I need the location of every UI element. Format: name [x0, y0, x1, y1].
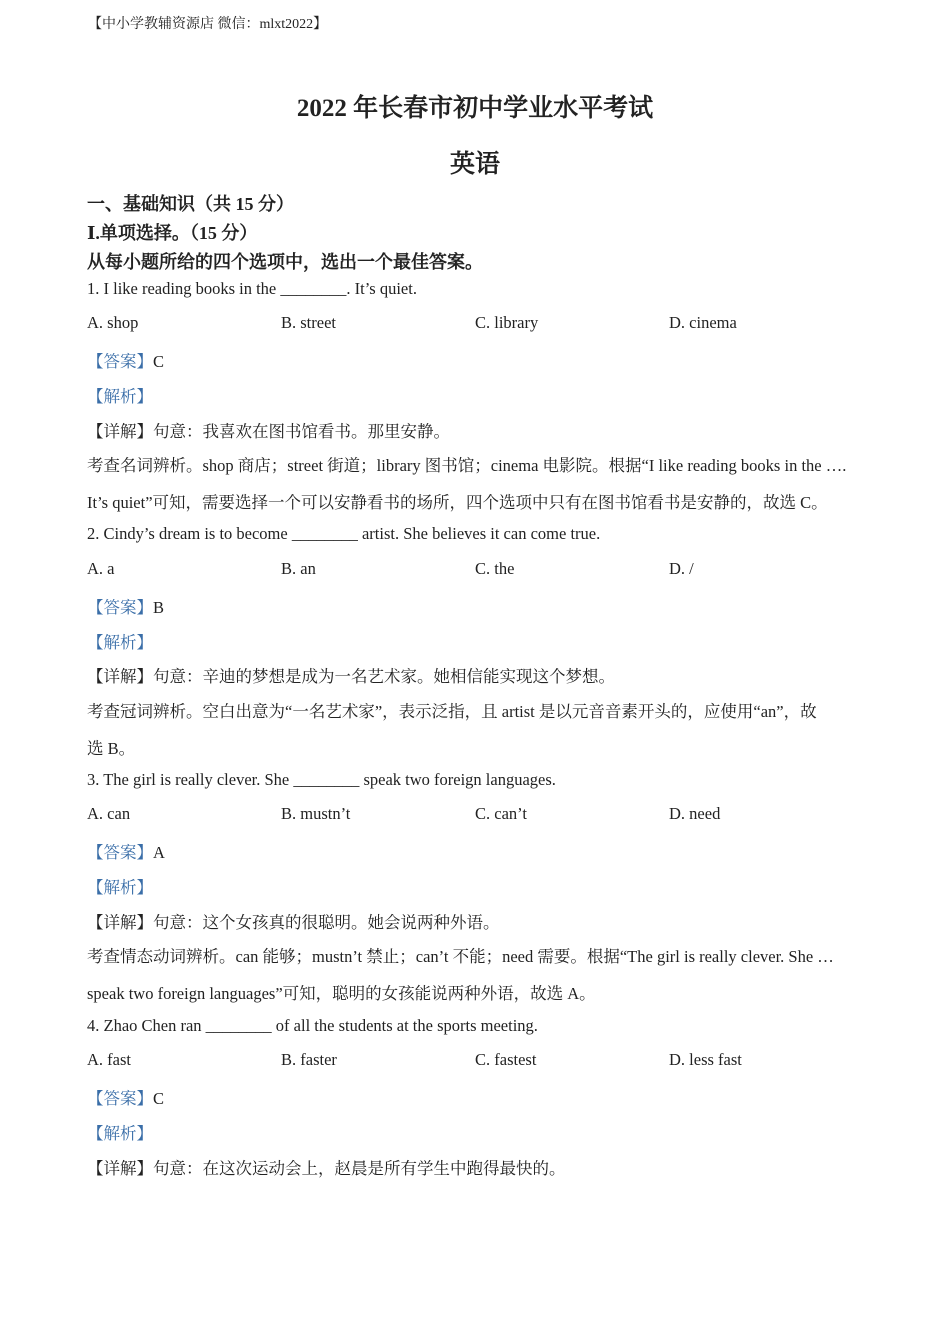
detail-text: 【详解】句意：在这次运动会上，赵晨是所有学生中跑得最快的。 — [87, 1159, 566, 1178]
option-c: C. fastest — [475, 1050, 537, 1069]
exam-title: 2022 年长春市初中学业水平考试 — [296, 95, 654, 122]
question-stem: 1. I like reading books in the ________. It’s quiet. — [87, 279, 417, 298]
analysis-label: 【解析】 — [87, 1124, 153, 1143]
answer-label: 【答案】 — [87, 1089, 153, 1108]
subsection-heading: Ⅰ.单项选择。（15 分） — [87, 223, 258, 243]
option-b: B. faster — [281, 1050, 337, 1069]
analysis-label: 【解析】 — [87, 633, 153, 652]
analysis-label: 【解析】 — [87, 878, 153, 897]
option-d: D. need — [669, 804, 721, 823]
option-d: D. / — [669, 559, 694, 578]
explain-text: 考查情态动词辨析。can 能够；mustn’t 禁止；can’t 不能；need 需要。根据“The girl is really clever. She … — [87, 947, 834, 966]
answer-line — [87, 839, 165, 863]
explain-text: It’s quiet”可知，需要选择一个可以安静看书的场所，四个选项中只有在图书馆看书是安静的，故选 C。 — [87, 493, 828, 512]
answer-line — [87, 1085, 164, 1109]
answer-label: 【答案】 — [87, 843, 153, 862]
answer-value: C — [153, 352, 165, 371]
analysis-label: 【解析】 — [87, 387, 153, 406]
option-b: B. street — [281, 313, 336, 332]
page-header: 【中小学教辅资源店 微信：mlxt2022】 — [88, 17, 328, 32]
answer-label: 【答案】 — [87, 598, 153, 617]
answer-label: 【答案】 — [87, 352, 153, 371]
answer-value: C — [153, 1089, 165, 1108]
option-b: B. mustn’t — [281, 804, 351, 823]
detail-text: 【详解】句意：我喜欢在图书馆看书。那里安静。 — [87, 422, 450, 441]
option-a: A. a — [87, 559, 115, 578]
detail-text: 【详解】句意：这个女孩真的很聪明。她会说两种外语。 — [87, 913, 500, 932]
option-a: A. fast — [87, 1050, 131, 1069]
option-d: D. less fast — [669, 1050, 742, 1069]
section-heading: 一、基础知识（共 15 分） — [87, 194, 294, 214]
question-stem: 2. Cindy’s dream is to become ________ artist. She believes it can come true. — [87, 524, 601, 543]
option-a: A. shop — [87, 313, 139, 332]
question-stem: 4. Zhao Chen ran ________ of all the students at the sports meeting. — [87, 1016, 538, 1035]
answer-value: A — [153, 843, 165, 862]
explain-text: speak two foreign languages”可知，聪明的女孩能说两种外语，故选 A。 — [87, 984, 596, 1003]
explain-text: 考查冠词辨析。空白出意为“一名艺术家”，表示泛指，且 artist 是以元音音素开头的，应使用“an”，故 — [87, 702, 817, 721]
answer-value: B — [153, 598, 165, 617]
instruction: 从每小题所给的四个选项中，选出一个最佳答案。 — [87, 252, 483, 272]
option-c: C. the — [475, 559, 515, 578]
answer-line — [87, 348, 164, 372]
detail-text: 【详解】句意：辛迪的梦想是成为一名艺术家。她相信能实现这个梦想。 — [87, 667, 615, 686]
option-c: C. can’t — [475, 804, 527, 823]
option-d: D. cinema — [669, 313, 737, 332]
option-b: B. an — [281, 559, 316, 578]
option-a: A. can — [87, 804, 131, 823]
option-c: C. library — [475, 313, 539, 332]
explain-text: 选 B。 — [87, 739, 136, 758]
subject-title: 英语 — [449, 151, 500, 178]
answer-line — [87, 594, 164, 618]
explain-text: 考查名词辨析。shop 商店；street 街道；library 图书馆；cinema 电影院。根据“I like reading books in the …. — [87, 456, 847, 475]
question-stem: 3. The girl is really clever. She ________ speak two foreign languages. — [87, 770, 556, 789]
